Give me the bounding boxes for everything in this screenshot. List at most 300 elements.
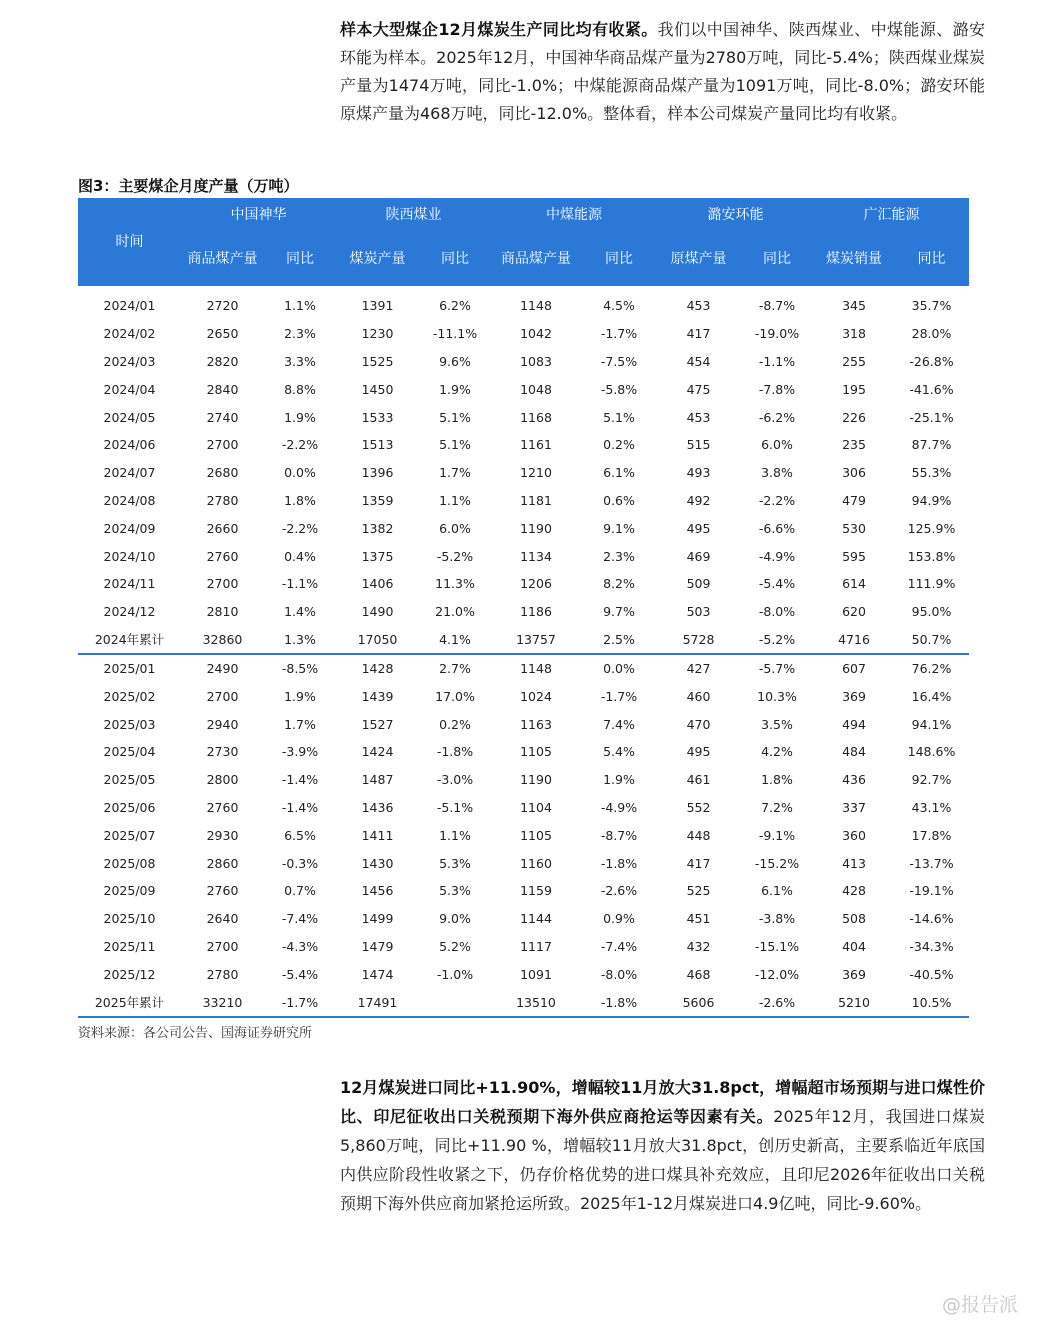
table-cell: -41.6% [909,381,954,397]
cell-period: 2025/11 [103,938,156,954]
table-cell: -5.7% [758,660,796,676]
table-cell: 1.7% [284,716,316,732]
table-cell: -1.1% [281,576,319,592]
table-cell: 1190 [520,772,552,788]
table-cell: -4.9% [758,548,796,564]
table-cell: 1083 [520,353,552,369]
cell-period: 2025/12 [103,966,156,982]
table-cell: -2.2% [281,520,319,536]
table-cell: 13757 [491,626,581,654]
table-cell: 5.1% [439,409,471,425]
table-cell: 461 [686,772,711,788]
table-cell: -1.4% [281,799,319,815]
cell-period: 2024/09 [103,520,156,536]
table-cell: 1161 [520,437,552,453]
table-cell: 6.0% [761,437,793,453]
table-cell: 2780 [206,966,239,982]
table-cell: 235 [842,437,866,453]
table-cell: 1105 [520,827,552,843]
table-cell: 32860 [181,626,264,654]
header-time: 时间 [78,198,181,286]
table-cell: 1148 [520,660,552,676]
table-row [78,348,969,376]
header-metric: 商品煤产量 [491,232,581,286]
table-cell: 94.9% [911,492,952,508]
cell-period: 2025/06 [103,799,156,815]
table-cell: -7.8% [758,381,796,397]
table-cell: 470 [686,716,711,732]
table-cell: 7.4% [603,716,635,732]
table-cell: 1230 [361,326,394,342]
table-cell: 404 [842,938,866,954]
coal-production-table [78,198,969,1018]
header-company: 中国神华 [181,198,336,232]
paragraph-coal-production [340,16,985,128]
table-row [78,570,969,598]
table-cell: 11.3% [435,576,475,592]
table-cell: 1396 [361,465,394,481]
table-row [78,320,969,348]
table-cell: -40.5% [909,966,954,982]
table-cell: 2.3% [603,548,635,564]
table-cell: 453 [686,298,711,314]
table-cell: 2490 [206,660,239,676]
table-cell: 2700 [206,938,239,954]
paragraph-body: 2025年12月，我国进口煤炭5,860万吨，同比+11.90 %，增幅较11月放大31.8pct，创历史新高，主要系临近年底国内供应阶段性收紧之下，仍存价格优势的进口煤具补充效应，且印尼2026年征收出口关税预期下海外供应商加紧抢运所致。2025年1-12月煤炭进口4.9亿吨，同比-9.60%。 [340,1107,985,1213]
table-cell: 1359 [361,492,394,508]
table-cell: -34.3% [909,938,954,954]
table-cell: 1436 [361,799,394,815]
header-metric: 同比 [264,232,336,286]
table-cell: 337 [842,799,866,815]
cell-period: 2024年累计 [78,626,181,654]
table-row [78,626,969,654]
table-cell: 451 [686,911,711,927]
table-cell: 525 [686,883,711,899]
table-cell: 2720 [206,298,239,314]
table-cell: 1.9% [284,409,316,425]
table-cell: 5728 [657,626,740,654]
table-cell: -5.4% [758,576,796,592]
table-cell: 2860 [206,855,239,871]
table-cell: 28.0% [911,326,952,342]
table-cell: -5.2% [740,626,814,654]
table-cell: -8.0% [600,966,638,982]
table-cell: 2820 [206,353,239,369]
table-cell: 5.4% [603,744,635,760]
table-cell: -1.7% [600,326,638,342]
table-row [78,738,969,766]
table-row [78,849,969,877]
header-metric: 同比 [581,232,657,286]
table-row [78,988,969,1017]
cell-period: 2025年累计 [78,988,181,1017]
table-cell: 614 [842,576,866,592]
table-cell: 484 [842,744,866,760]
table-cell: 5.3% [439,883,471,899]
table-cell: 530 [842,520,866,536]
table-cell: 494 [842,716,866,732]
table-cell: 1042 [520,326,552,342]
table-row [78,794,969,822]
table-cell: 6.1% [603,465,635,481]
table-cell: 1134 [520,548,552,564]
table-cell: 4.5% [603,298,635,314]
table-cell: 35.7% [911,298,952,314]
table-row [78,710,969,738]
table-cell: 1190 [520,520,552,536]
table-cell: -5.2% [436,548,474,564]
table-cell: -1.4% [281,772,319,788]
table-cell: 345 [842,298,866,314]
table-cell: 1474 [361,966,394,982]
table-cell: 448 [686,827,711,843]
table-cell: -15.1% [754,938,800,954]
table-cell: 2940 [206,716,239,732]
figure-title: 图3：主要煤企月度产量（万吨） [78,177,299,195]
table-cell: 0.0% [284,465,316,481]
table-cell: 607 [842,660,866,676]
table-cell: 1513 [361,437,394,453]
table-cell: 2780 [206,492,239,508]
table-cell: -8.7% [600,827,638,843]
table-row [78,905,969,933]
table-cell: 1210 [520,465,552,481]
table-cell [419,988,491,1017]
table-cell: 1499 [361,911,394,927]
table-row [78,375,969,403]
table-cell: -5.8% [600,381,638,397]
table-cell: 1148 [520,298,552,314]
table-cell: 148.6% [907,744,956,760]
table-cell: 1181 [520,492,552,508]
table-cell: 2840 [206,381,239,397]
table-cell: 5606 [657,988,740,1017]
table-cell: 417 [686,855,711,871]
table-cell: 9.1% [603,520,635,536]
table-cell: 493 [686,465,711,481]
table-cell: -4.9% [600,799,638,815]
table-row [78,403,969,431]
table-row [78,542,969,570]
table-cell: -8.7% [758,298,796,314]
table-cell: 1525 [361,353,394,369]
table-cell: 360 [842,827,866,843]
table-cell: 2740 [206,409,239,425]
table-cell: 13510 [491,988,581,1017]
table-cell: 1.1% [439,827,471,843]
header-company: 广汇能源 [814,198,969,232]
header-metric: 煤炭产量 [336,232,419,286]
table-cell: -1.0% [436,966,474,982]
table-cell: 1048 [520,381,552,397]
table-cell: 508 [842,911,866,927]
paragraph-lead-bold: 样本大型煤企12月煤炭生产同比均有收紧。 [340,20,658,39]
table-cell: 595 [842,548,866,564]
table-cell: 306 [842,465,866,481]
table-cell: -7.4% [281,911,319,927]
table-cell: 479 [842,492,866,508]
table-row [78,960,969,988]
table-cell: 469 [686,548,711,564]
table-cell: 0.2% [603,437,635,453]
table-cell: 2.5% [581,626,657,654]
table-cell: 17.8% [911,827,952,843]
table-cell: -14.6% [909,911,954,927]
table-cell: 5210 [814,988,894,1017]
table-cell: 2.3% [284,326,316,342]
table-cell: -2.6% [600,883,638,899]
table-cell: 1.9% [284,688,316,704]
header-metric: 同比 [894,232,969,286]
table-cell: 8.8% [284,381,316,397]
table-cell: 5.3% [439,855,471,871]
table-cell: 9.7% [603,604,635,620]
table-cell: -1.7% [600,688,638,704]
source-note: 资料来源：各公司公告、国海证券研究所 [78,1026,313,1041]
table-cell: -19.0% [754,326,800,342]
table-cell: 1160 [520,855,552,871]
cell-period: 2024/03 [103,353,156,369]
table-cell: 5.1% [603,409,635,425]
table-cell: 6.2% [439,298,471,314]
table-cell: -3.9% [281,744,319,760]
table-cell: 0.9% [603,911,635,927]
table-cell: -26.8% [909,353,954,369]
table-cell: -1.8% [436,744,474,760]
table-cell: 0.0% [603,660,635,676]
table-cell: 2800 [206,772,239,788]
table-cell: -2.6% [740,988,814,1017]
table-cell: 43.1% [911,799,952,815]
table-cell: -8.5% [281,660,319,676]
cell-period: 2025/03 [103,716,156,732]
table-body [78,286,969,1017]
table-cell: 1144 [520,911,552,927]
cell-period: 2024/06 [103,437,156,453]
table-cell: 9.6% [439,353,471,369]
table-cell: 2700 [206,688,239,704]
table-cell: 1.9% [439,381,471,397]
table-cell: -9.1% [758,827,796,843]
table-cell: -5.4% [281,966,319,982]
table-cell: 255 [842,353,866,369]
table-cell: 1024 [520,688,552,704]
table-cell: 1.7% [439,465,471,481]
table-cell: 1375 [361,548,394,564]
watermark: @报告派 [942,1294,1019,1316]
cell-period: 2025/05 [103,772,156,788]
table-cell: 153.8% [907,548,956,564]
table-cell: 428 [842,883,866,899]
table-cell: 1450 [361,381,394,397]
table-cell: -8.0% [758,604,796,620]
table-cell: 3.3% [284,353,316,369]
table-cell: 0.7% [284,883,316,899]
table-cell: 1490 [361,604,394,620]
cell-period: 2025/02 [103,688,156,704]
table-cell: 6.5% [284,827,316,843]
table-row [78,286,969,320]
table-cell: 460 [686,688,711,704]
table-cell: 1.4% [284,604,316,620]
table-cell: 6.1% [761,883,793,899]
table-cell: 1424 [361,744,394,760]
table-cell: 10.3% [757,688,797,704]
table-cell: 4.1% [419,626,491,654]
table-cell: 9.0% [439,911,471,927]
table-cell: 436 [842,772,866,788]
table-row [78,487,969,515]
table-cell: 369 [842,966,866,982]
table-cell: 76.2% [911,660,952,676]
table-cell: 2700 [206,437,239,453]
table-cell: 427 [686,660,711,676]
table-row [78,766,969,794]
table-cell: 2760 [206,883,239,899]
table-cell: 503 [686,604,711,620]
table-cell: 21.0% [435,604,475,620]
cell-period: 2024/04 [103,381,156,397]
table-cell: 92.7% [911,772,952,788]
table-cell: 4.2% [761,744,793,760]
table-cell: 1105 [520,744,552,760]
cell-period: 2024/01 [103,298,156,314]
table-cell: 1.1% [439,492,471,508]
cell-period: 2025/04 [103,744,156,760]
table-cell: 2640 [206,911,239,927]
table-cell: 1.8% [284,492,316,508]
table-cell: 1163 [520,716,552,732]
table-cell: 2660 [206,520,239,536]
table-cell: 552 [686,799,711,815]
table-cell: 3.5% [761,716,793,732]
table-cell: 454 [686,353,711,369]
cell-period: 2025/01 [103,660,156,676]
table-cell: -12.0% [754,966,800,982]
table-cell: 125.9% [907,520,956,536]
header-company: 中煤能源 [491,198,657,232]
cell-period: 2025/10 [103,911,156,927]
table-cell: -3.0% [436,772,474,788]
table-cell: -6.2% [758,409,796,425]
table-cell: 0.4% [284,548,316,564]
table-cell: 2730 [206,744,239,760]
table-cell: 492 [686,492,711,508]
table-cell: 1533 [361,409,394,425]
table-cell: -6.6% [758,520,796,536]
table-cell: 111.9% [907,576,956,592]
cell-period: 2024/12 [103,604,156,620]
paragraph-body: 我们以中国神华、陕西煤业、中煤能源、潞安环能为样本。2025年12月，中国神华商品煤产量为2780万吨，同比-5.4%；陕西煤业煤炭产量为1474万吨，同比-1.0%；中煤能源商品煤产量为1091万吨，同比-8.0%；潞安环能原煤产量为468万吨，同比-12.0%。整体看，样本公司煤炭产量同比均有收紧。 [340,20,985,123]
table-cell: 2810 [206,604,239,620]
table-cell: 1186 [520,604,552,620]
table-cell: 7.2% [761,799,793,815]
paragraph-coal-imports [340,1073,985,1218]
table-row [78,654,969,683]
table-cell: 94.1% [911,716,952,732]
table-cell: 453 [686,409,711,425]
table-cell: 6.0% [439,520,471,536]
table-cell: -13.7% [909,855,954,871]
table-cell: 1456 [361,883,394,899]
table-cell: 1091 [520,966,552,982]
table-row [78,514,969,542]
table-cell: 318 [842,326,866,342]
table-row [78,682,969,710]
table-cell: -4.3% [281,938,319,954]
cell-period: 2024/08 [103,492,156,508]
table-cell: -1.8% [600,855,638,871]
table-cell: 2.7% [439,660,471,676]
table-cell: 2700 [206,576,239,592]
cell-period: 2024/10 [103,548,156,564]
table-cell: -11.1% [432,326,478,342]
table-cell: 17050 [336,626,419,654]
table-cell: -15.2% [754,855,800,871]
table-cell: 413 [842,855,866,871]
table-cell: 1487 [361,772,394,788]
table-cell: 1117 [520,938,552,954]
header-company: 陕西煤业 [336,198,491,232]
table-cell: -0.3% [281,855,319,871]
table-cell: 5.1% [439,437,471,453]
table-cell: -1.8% [581,988,657,1017]
table-cell: 1.8% [761,772,793,788]
table-cell: 2650 [206,326,239,342]
cell-period: 2024/07 [103,465,156,481]
header-metric: 商品煤产量 [181,232,264,286]
table-cell: 369 [842,688,866,704]
table-cell: 468 [686,966,711,982]
table-row [78,821,969,849]
table-cell: -7.5% [600,353,638,369]
header-metric: 煤炭销量 [814,232,894,286]
table-cell: 95.0% [911,604,952,620]
table-cell: 1104 [520,799,552,815]
table-cell: 195 [842,381,866,397]
header-company: 潞安环能 [657,198,814,232]
table-cell: 2930 [206,827,239,843]
table-cell: 1.9% [603,772,635,788]
table-cell: 1159 [520,883,552,899]
table-cell: 417 [686,326,711,342]
table-row [78,877,969,905]
table-cell: -25.1% [909,409,954,425]
cell-period: 2025/07 [103,827,156,843]
table-row [78,431,969,459]
table-cell: 1391 [361,298,394,314]
table-cell: 10.5% [894,988,969,1017]
cell-period: 2025/09 [103,883,156,899]
cell-period: 2024/02 [103,326,156,342]
table-cell: 55.3% [911,465,952,481]
cell-period: 2025/08 [103,855,156,871]
table-cell: 50.7% [894,626,969,654]
table-cell: 16.4% [911,688,952,704]
table-cell: 8.2% [603,576,635,592]
table-cell: 1406 [361,576,394,592]
table-cell: -19.1% [909,883,954,899]
table-cell: -1.1% [758,353,796,369]
table-cell: 1430 [361,855,394,871]
header-metric: 同比 [419,232,491,286]
table-cell: 1.3% [264,626,336,654]
table-cell: -3.8% [758,911,796,927]
table-cell: -1.7% [264,988,336,1017]
table-cell: 4716 [814,626,894,654]
table-cell: 620 [842,604,866,620]
